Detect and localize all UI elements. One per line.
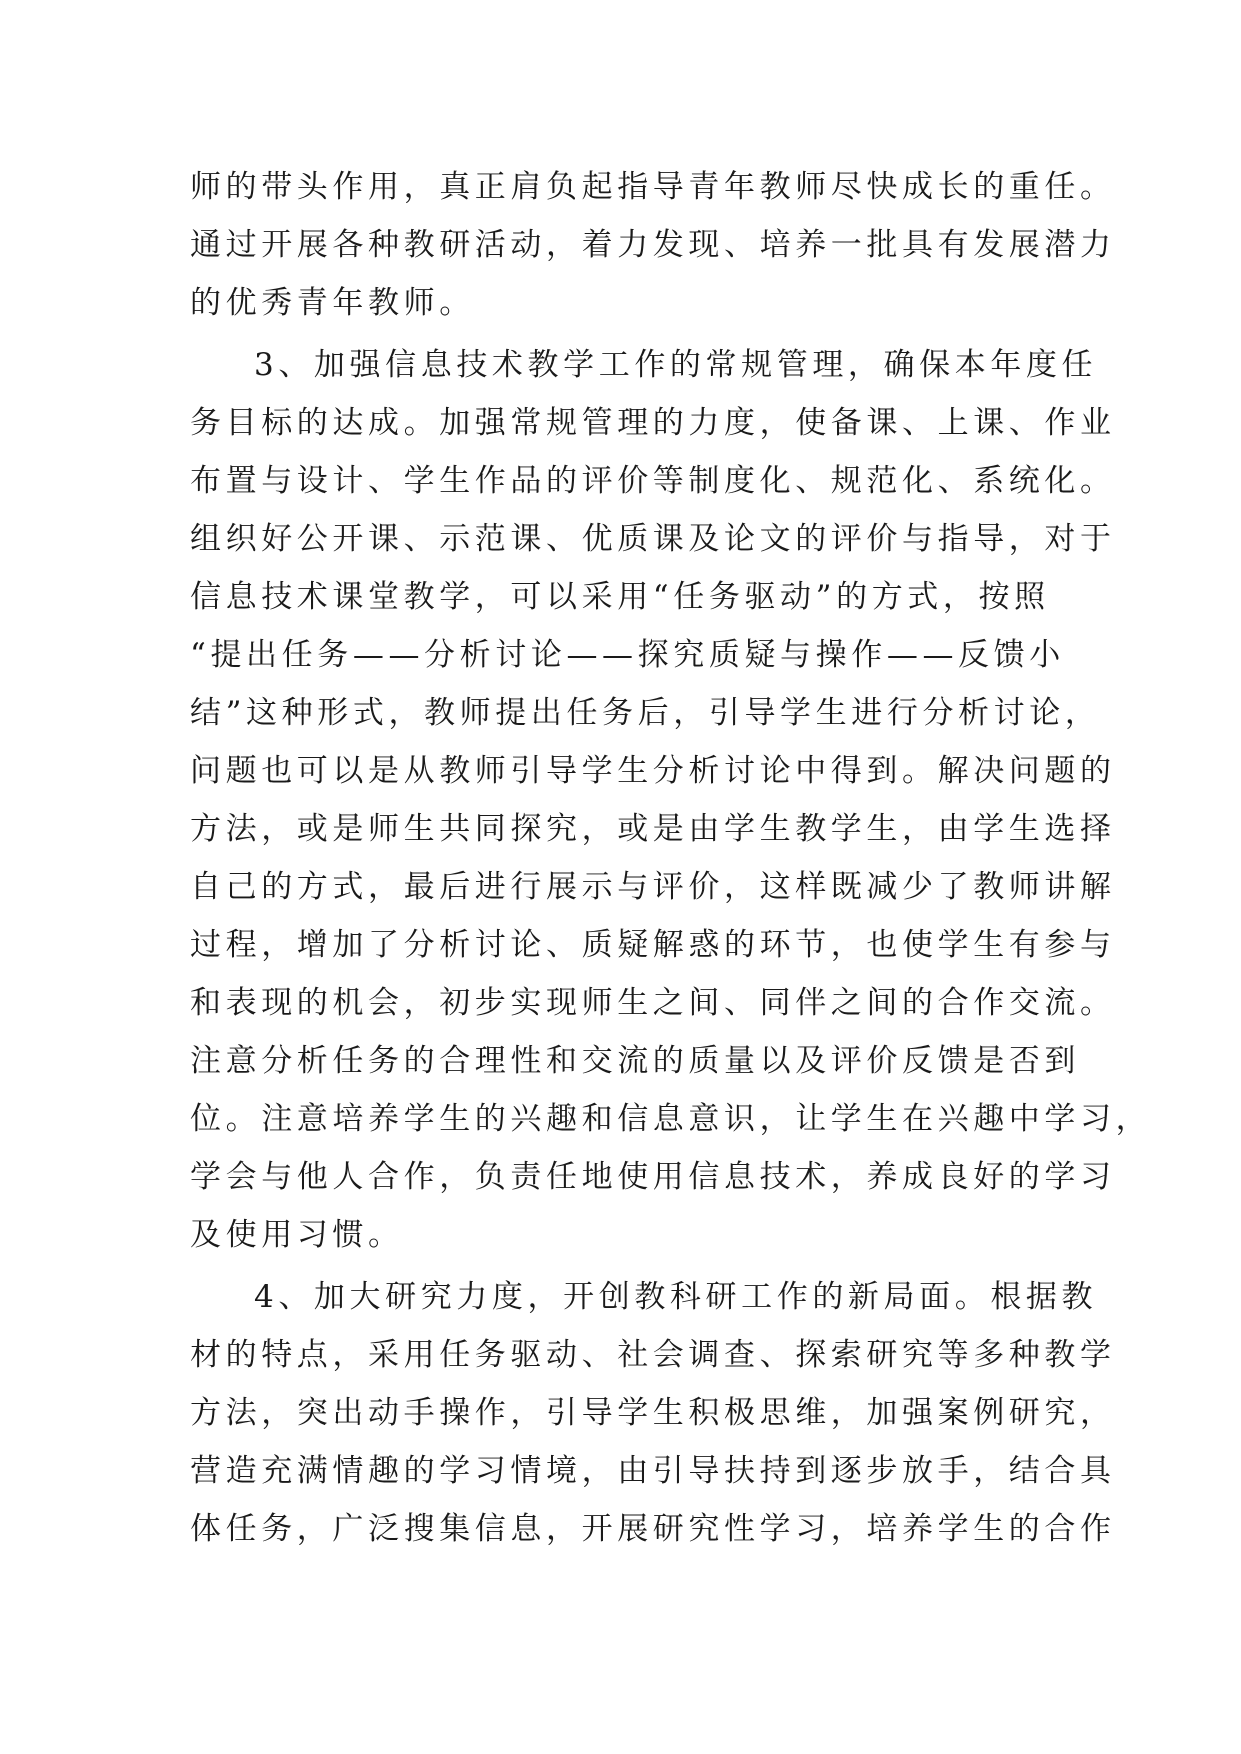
text-line: 及使用习惯。 (190, 1217, 404, 1253)
text-line: 位。注意培养学生的兴趣和信息意识，让学生在兴趣中学习， (190, 1101, 1152, 1137)
body-text (190, 158, 1152, 1558)
text-line: 自己的方式，最后进行展示与评价，这样既减少了教师讲解 (190, 869, 1116, 905)
text-line: 结”这种形式，教师提出任务后，引导学生进行分析讨论， (190, 695, 1101, 731)
text-line: 组织好公开课、示范课、优质课及论文的评价与指导，对于 (190, 521, 1116, 557)
text-line: 问题也可以是从教师引导学生分析讨论中得到。解决问题的 (190, 753, 1116, 789)
text-line: 学会与他人合作，负责任地使用信息技术，养成良好的学习 (190, 1159, 1116, 1195)
text-line: 体任务，广泛搜集信息，开展研究性学习，培养学生的合作 (190, 1511, 1116, 1547)
text-line: 信息技术课堂教学，可以采用“任务驱动”的方式，按照 (190, 579, 1050, 615)
text-line: 务目标的达成。加强常规管理的力度，使备课、上课、作业 (190, 405, 1116, 441)
text-line: 3、加强信息技术教学工作的常规管理，确保本年度任 (254, 347, 1098, 383)
text-line: 的优秀青年教师。 (190, 285, 475, 321)
text-line: 方法，或是师生共同探究，或是由学生教学生，由学生选择 (190, 811, 1116, 847)
text-line: 方法，突出动手操作，引导学生积极思维，加强案例研究， (190, 1395, 1116, 1431)
text-line: 和表现的机会，初步实现师生之间、同伴之间的合作交流。 (190, 985, 1116, 1021)
text-line: 注意分析任务的合理性和交流的质量以及评价反馈是否到 (190, 1043, 1080, 1079)
text-line: 布置与设计、学生作品的评价等制度化、规范化、系统化。 (190, 463, 1116, 499)
text-line: “提出任务——分析讨论——探究质疑与操作——反馈小 (190, 637, 1065, 673)
text-line: 材的特点，采用任务驱动、社会调查、探索研究等多种教学 (190, 1337, 1116, 1373)
text-line: 过程，增加了分析讨论、质疑解惑的环节，也使学生有参与 (190, 927, 1116, 963)
text-line: 通过开展各种教研活动，着力发现、培养一批具有发展潜力 (190, 227, 1116, 263)
text-line: 师的带头作用，真正肩负起指导青年教师尽快成长的重任。 (190, 169, 1116, 205)
text-line: 营造充满情趣的学习情境，由引导扶持到逐步放手，结合具 (190, 1453, 1116, 1489)
text-line: 4、加大研究力度，开创教科研工作的新局面。根据教 (254, 1279, 1098, 1315)
